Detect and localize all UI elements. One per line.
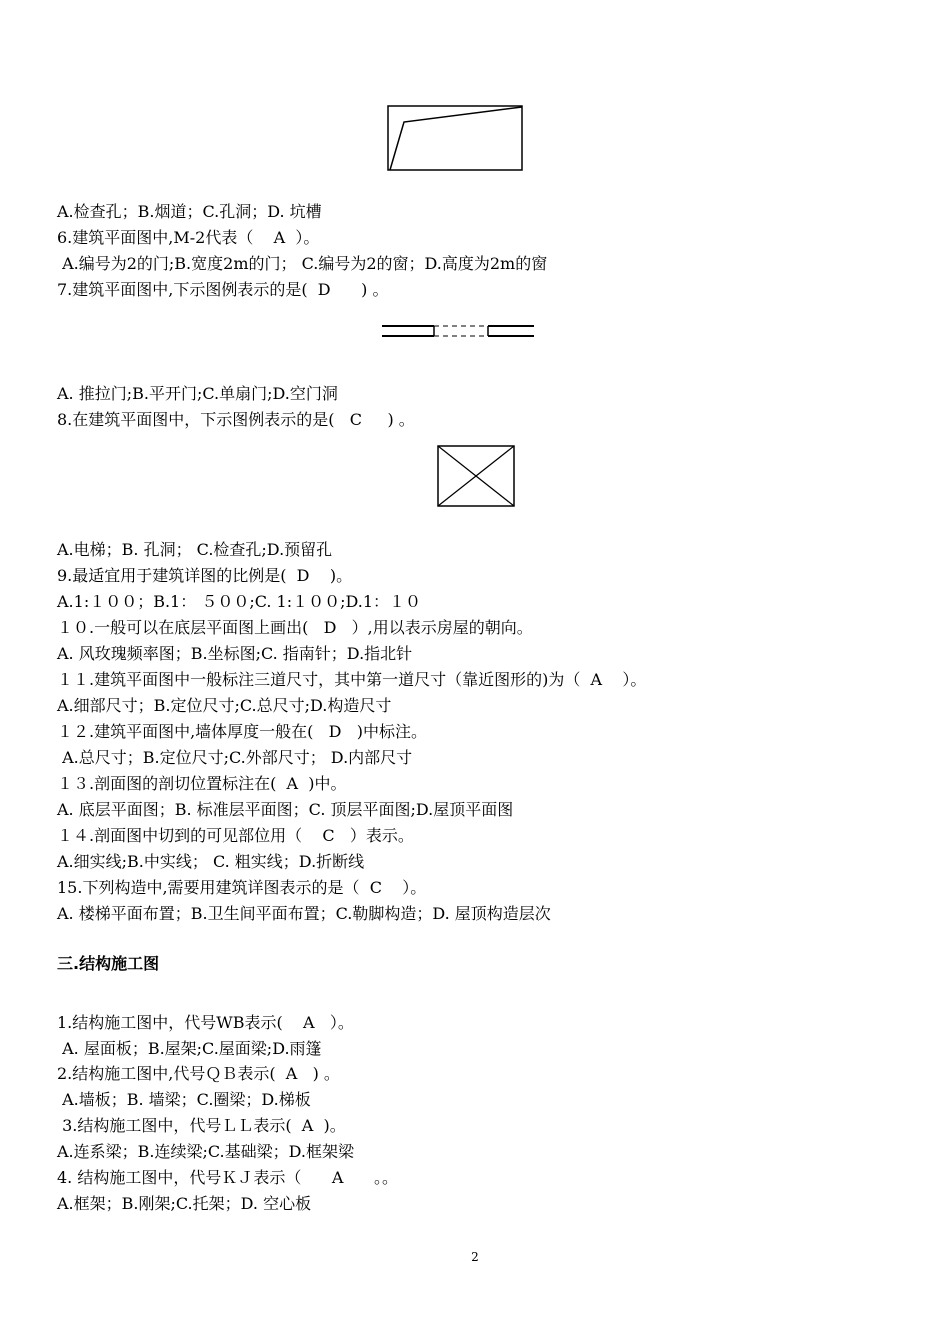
text-line: A.总尺寸；B.定位尺寸;C.外部尺寸； D.内部尺寸	[57, 748, 413, 767]
text-line: 1.结构施工图中，代号WB表示( A ）。	[57, 1013, 354, 1032]
text-line: A. 底层平面图；B. 标准层平面图；C. 顶层平面图;D.屋顶平面图	[57, 800, 514, 819]
text-line: 6.建筑平面图中,M-2代表（ A ）。	[57, 228, 320, 247]
text-line: A.电梯；B. 孔洞； C.检查孔;D.预留孔	[57, 540, 333, 559]
text-line: 2.结构施工图中,代号ＱＢ表示( A ) 。	[57, 1064, 340, 1083]
page-number: 2	[471, 1250, 479, 1264]
text-line: 15.下列构造中,需要用建筑详图表示的是（ C ）。	[57, 878, 427, 897]
text-line: A.1:１００；B.1： ５００;C. 1:１００;D.1：１０	[57, 592, 422, 611]
text-line: １４.剖面图中切到的可见部位用（ C ）表示。	[57, 826, 414, 845]
text-line: A.框架；B.刚架;C.托架；D. 空心板	[57, 1194, 312, 1213]
text-line: １２.建筑平面图中,墙体厚度一般在( D )中标注。	[57, 722, 428, 741]
figure-door-opening-legend	[380, 322, 538, 342]
section-heading: 三.结构施工图	[57, 954, 160, 973]
figure-hole-legend	[436, 444, 516, 508]
text-line: 8.在建筑平面图中，下示图例表示的是( C ) 。	[57, 410, 415, 429]
text-line: A. 推拉门;B.平开门;C.单扇门;D.空门洞	[57, 384, 338, 403]
text-line: 3.结构施工图中，代号ＬＬ表示( A )。	[57, 1116, 346, 1135]
text-line: １０.一般可以在底层平面图上画出( D ）,用以表示房屋的朝向。	[57, 618, 533, 637]
text-line: １３.剖面图的剖切位置标注在( A )中。	[57, 774, 347, 793]
text-line: 9.最适宜用于建筑详图的比例是( D )。	[57, 566, 353, 585]
text-line: A.连系梁；B.连续梁;C.基础梁；D.框架梁	[57, 1142, 354, 1161]
figure-flue-legend	[386, 104, 526, 172]
text-line: A.检查孔；B.烟道；C.孔洞；D. 坑槽	[57, 202, 322, 221]
text-line: A.细部尺寸；B.定位尺寸;C.总尺寸;D.构造尺寸	[57, 696, 392, 715]
text-line: A. 风玫瑰频率图；B.坐标图;C. 指南针；D.指北针	[57, 644, 413, 663]
text-line: A. 屋面板；B.屋架;C.屋面梁;D.雨篷	[57, 1039, 322, 1058]
text-line: A.细实线;B.中实线； C. 粗实线；D.折断线	[57, 852, 365, 871]
text-line: A.编号为2的门;B.宽度2m的门； C.编号为2的窗；D.高度为2m的窗	[57, 254, 548, 273]
text-line: A. 楼梯平面布置；B.卫生间平面布置；C.勒脚构造；D. 屋顶构造层次	[57, 904, 551, 923]
text-line: １１.建筑平面图中一般标注三道尺寸，其中第一道尺寸（靠近图形的)为（ A ）。	[57, 670, 647, 689]
text-line: 7.建筑平面图中,下示图例表示的是( D ) 。	[57, 280, 389, 299]
text-line: 4. 结构施工图中，代号ＫＪ表示（ A 。。	[57, 1168, 398, 1187]
text-line: A.墙板；B. 墙梁；C.圈梁；D.梯板	[57, 1090, 311, 1109]
